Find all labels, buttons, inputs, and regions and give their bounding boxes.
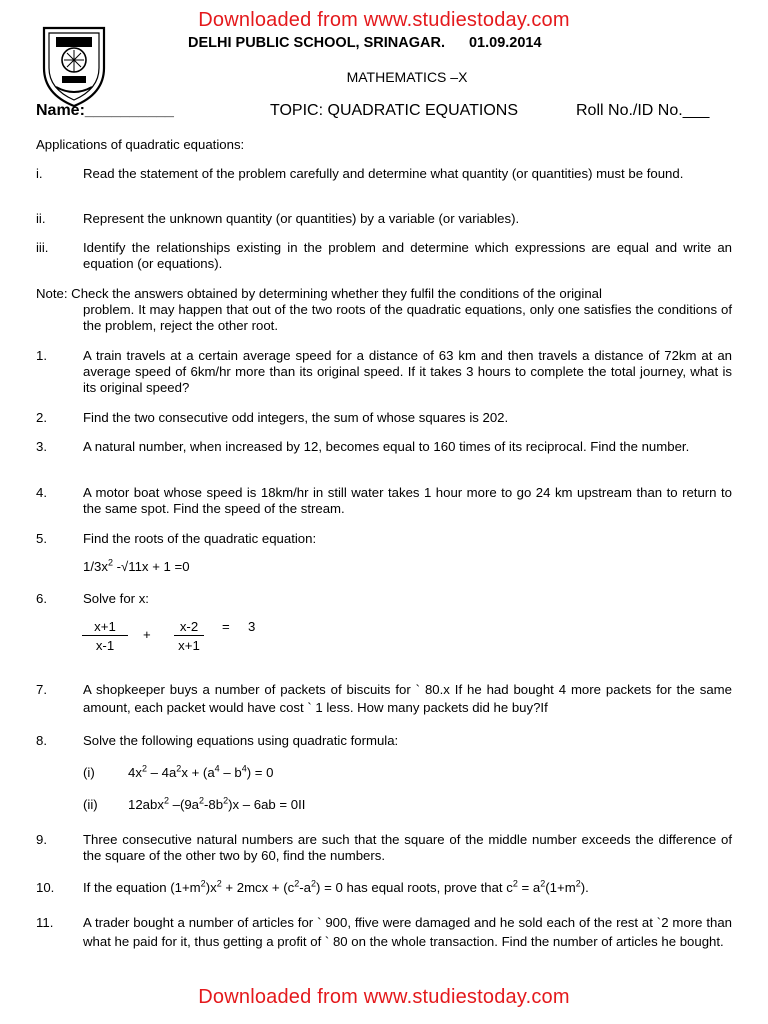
question-text: Solve the following equations using quadratic formula: [83,733,399,748]
subject-title: MATHEMATICS –X [346,69,468,85]
question-number: 2. [36,410,47,425]
step-text: Identify the relationships existing in the problem and determine which expressions are equal and write an equation (or equations). [83,240,732,271]
exponent: 2 [199,795,205,806]
question-text: A trader bought a number of articles for ` 900, ffive were damaged and he sold each of the rest at `2 more than what he paid for it, thus getting a profit of ` 80 on the whole transaction. Find the number of articles he bought. [83,915,732,949]
question-number: 11. [36,915,54,930]
sub-label: (i) [83,765,95,780]
expr-part: x + (a [181,765,215,780]
exponent: 2 [294,878,300,889]
fraction-numerator: x-2 [174,619,204,636]
plus-sign: + [143,627,151,642]
exponent: 2 [107,557,113,568]
expr-part: 4x [128,765,142,780]
roll-field-label: Roll No./ID No.___ [576,102,710,119]
note-continuation: problem. It may happen that out of the two roots of the quadratic equations, only one satisfies the conditions of the problem, reject the other root. [83,302,732,333]
question-item [36,591,732,607]
q5-eq-part: -√11x + 1 =0 [112,559,190,574]
question-number: 1. [36,348,47,363]
step-item [36,166,732,182]
text-part: + 2mcx + (c [221,880,295,895]
question-item [36,439,732,455]
question-text: Find the roots of the quadratic equation: [83,531,317,546]
question-item [36,485,732,517]
note-lead: Note: Check the answers obtained by determining whether they fulfil the conditions of the original [36,286,602,301]
text-part: If the equation (1+m [83,880,201,895]
question-number: 9. [36,832,47,847]
question-text: Solve for x: [83,591,149,606]
question-number: 5. [36,531,47,546]
q5-eq-part: 1/3x [83,559,108,574]
exponent: 2 [512,878,518,889]
exponent: 2 [200,878,206,889]
expr-part: – b [219,765,242,780]
fraction-denominator: x+1 [178,638,200,653]
question-number: 10. [36,880,55,895]
expr-part: -8b [204,797,224,812]
question-text [83,880,732,896]
text-part: -a [299,880,312,895]
text-part: )x [205,880,217,895]
question-item [36,832,732,864]
sub-expression [128,765,273,780]
exponent: 2 [540,878,546,889]
fraction-2 [174,619,204,653]
question-item [36,914,732,951]
test-date: 01.09.2014 [468,35,542,51]
step-text: Read the statement of the problem carefully and determine what quantity (or quantities) must be found. [83,166,684,181]
step-marker: i. [36,166,43,181]
question-item [36,733,732,749]
expr-part: ) = 0 [246,765,274,780]
step-text: Represent the unknown quantity (or quantities) by a variable (or variables). [83,211,520,226]
exponent: 4 [241,763,247,774]
name-field-label: Name:__________ [36,102,174,119]
fraction-numerator: x+1 [82,619,128,636]
exponent: 2 [163,795,169,806]
fraction-denominator: x-1 [95,638,115,653]
exponent: 2 [141,763,147,774]
note-block [36,286,732,334]
question-text: A natural number, when increased by 12, becomes equal to 160 times of its reciprocal. Find the number. [83,439,690,454]
topic-title: TOPIC: QUADRATIC EQUATIONS [270,102,519,119]
step-marker: ii. [36,211,46,226]
school-logo-icon [40,22,108,108]
question-text: A motor boat whose speed is 18km/hr in still water takes 1 hour more to go 24 km upstream than to return to the same spot. Find the speed of the stream. [83,485,732,516]
question-item [36,348,732,396]
text-part: (1+m [545,880,576,895]
step-item [36,240,732,272]
school-name: DELHI PUBLIC SCHOOL, SRINAGAR. [188,35,445,51]
question-number: 8. [36,733,47,748]
exponent: 4 [214,763,220,774]
text-part: ) = 0 has equal roots, prove that c [316,880,513,895]
question-item [36,880,732,896]
sub-expression [128,797,305,812]
text-part: ). [580,880,589,895]
step-item [36,211,732,227]
question-number: 6. [36,591,47,606]
sub-label: (ii) [83,797,98,812]
step-marker: iii. [36,240,49,255]
question-item [36,410,732,426]
q5-equation [83,559,190,574]
question-number: 3. [36,439,47,454]
question-number: 4. [36,485,47,500]
question-number: 7. [36,682,47,697]
watermark-bottom: Downloaded from www.studiestoday.com [198,986,570,1008]
intro-heading: Applications of quadratic equations: [36,137,245,152]
question-text: A shopkeeper buys a number of packets of biscuits for ` 80.x If he had bought 4 more packets for the same amount, each packet would have cost ` 1 less. How many packets did he buy?If [83,682,732,715]
expr-part: )x – 6ab = 0II [228,797,306,812]
question-text: A train travels at a certain average speed for a distance of 63 km and then travels a distance of 72km at an average speed of 6km/hr more than its original speed. If it takes 3 hours to complete the total journey, what is its original speed? [83,348,732,395]
expr-part: –(9a [168,797,200,812]
question-item [36,531,732,547]
question-item [36,681,732,717]
fraction-1 [82,619,128,653]
question-text: Find the two consecutive odd integers, the sum of whose squares is 202. [83,410,509,425]
expr-part: 12abx [128,797,164,812]
watermark-top: Downloaded from www.studiestoday.com [198,9,570,31]
equals-sign: = [222,619,230,634]
exponent: 2 [575,878,581,889]
rhs-value: 3 [248,619,256,634]
exponent: 2 [223,795,229,806]
school-header [188,35,542,51]
exponent: 2 [176,763,182,774]
exponent: 2 [311,878,317,889]
exponent: 2 [216,878,222,889]
question-text: Three consecutive natural numbers are such that the square of the middle number exceeds the difference of the square of the other two by 60, find the numbers. [83,832,732,863]
text-part: = a [517,880,541,895]
expr-part: – 4a [146,765,177,780]
